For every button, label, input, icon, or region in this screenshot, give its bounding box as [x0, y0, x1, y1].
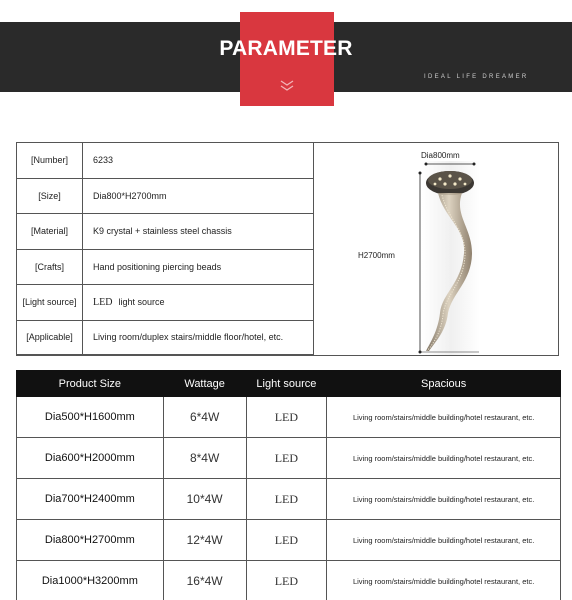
cell-wattage: 16*4W: [163, 561, 246, 600]
cell-size: Dia700*H2400mm: [17, 479, 164, 520]
header-product-size: Product Size: [17, 371, 164, 397]
cell-light: LED: [246, 438, 327, 479]
param-value: Living room/duplex stairs/middle floor/hotel, etc.: [93, 332, 284, 343]
param-value: Dia800*H2700mm: [93, 190, 167, 201]
param-value: K9 crystal + stainless steel chassis: [93, 226, 232, 237]
header-light-source: Light source: [246, 371, 327, 397]
param-label: [Number]: [17, 143, 83, 178]
param-value: 6233: [93, 155, 114, 166]
banner-title: PARAMETER: [219, 37, 353, 60]
table-row: [17, 561, 561, 600]
header-spacious: Spacious: [327, 371, 561, 397]
param-value: Hand positioning piercing beads: [93, 261, 222, 272]
param-value: [93, 285, 164, 320]
table-row: [17, 479, 561, 520]
param-row-light-source: [17, 285, 313, 321]
table-row: [17, 520, 561, 561]
table-row: [17, 397, 561, 438]
cell-spacious: Living room/stairs/middle building/hotel restaurant, etc.: [327, 438, 561, 479]
cell-size: Dia800*H2700mm: [17, 520, 164, 561]
cell-light: LED: [246, 479, 327, 520]
cell-spacious: Living room/stairs/middle building/hotel restaurant, etc.: [327, 479, 561, 520]
cell-size: Dia1000*H3200mm: [17, 561, 164, 600]
parameter-table: [16, 142, 559, 356]
param-label: [Material]: [17, 214, 83, 249]
param-value-text: light source: [118, 297, 165, 308]
cell-wattage: 12*4W: [163, 520, 246, 561]
param-label: [Crafts]: [17, 250, 83, 285]
cell-light: LED: [246, 397, 327, 438]
chandelier-illustration: [314, 143, 559, 355]
cell-spacious: Living room/stairs/middle building/hotel restaurant, etc.: [327, 561, 561, 600]
cell-size: Dia500*H1600mm: [17, 397, 164, 438]
cell-spacious: Living room/stairs/middle building/hotel restaurant, etc.: [327, 520, 561, 561]
param-row-number: [17, 143, 313, 179]
param-label: [Applicable]: [17, 321, 83, 355]
param-row-crafts: [17, 250, 313, 286]
cell-light: LED: [246, 561, 327, 600]
banner-tagline: IDEAL LIFE DREAMER: [424, 74, 529, 80]
cell-wattage: 6*4W: [163, 397, 246, 438]
param-label: [Size]: [17, 179, 83, 214]
cell-wattage: 10*4W: [163, 479, 246, 520]
param-row-applicable: [17, 321, 313, 356]
param-row-material: [17, 214, 313, 250]
product-size-table: [16, 370, 561, 600]
diameter-label: Dia800mm: [421, 151, 460, 160]
double-chevron-down-icon: [278, 80, 296, 92]
param-row-size: [17, 179, 313, 215]
cell-size: Dia600*H2000mm: [17, 438, 164, 479]
cell-spacious: Living room/stairs/middle building/hotel restaurant, etc.: [327, 397, 561, 438]
param-label: [Light source]: [17, 285, 83, 320]
table-row: [17, 438, 561, 479]
cell-wattage: 8*4W: [163, 438, 246, 479]
led-word: LED: [93, 296, 113, 308]
height-label: H2700mm: [358, 251, 395, 260]
header-wattage: Wattage: [163, 371, 246, 397]
cell-light: LED: [246, 520, 327, 561]
spiral-crystal-chandelier-illustration: [314, 143, 559, 355]
table-header-row: [17, 371, 561, 397]
